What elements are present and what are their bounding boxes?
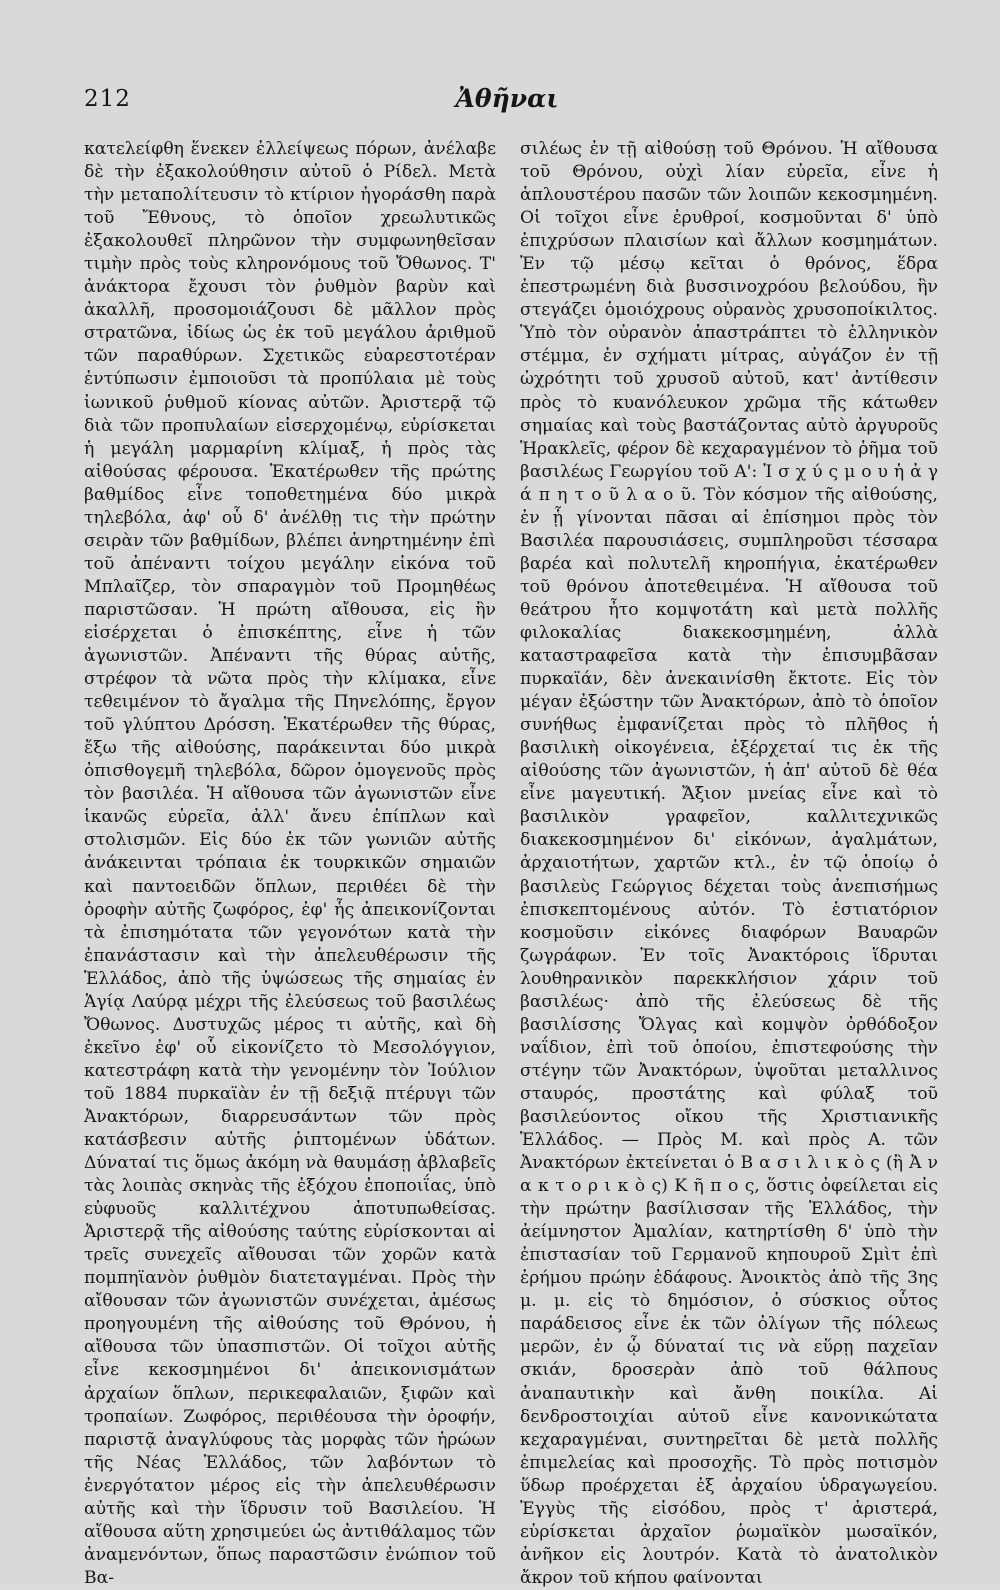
running-title: Ἀθῆναι <box>455 84 559 113</box>
left-column <box>84 138 496 1590</box>
page-header <box>84 86 930 122</box>
right-column-text: σιλέως ἐν τῇ αἰθούσῃ τοῦ Θρόνου. Ἡ αἴθουσα τοῦ Θρόνου, οὐχὶ λίαν εὐρεῖα, εἶνε ἡ ἁπλουστέρου πασῶν τῶν λοιπῶν κεκοσμημένη. Οἱ τοῖχοι εἶνε ἐρυθροί, κοσμοῦνται δ' ὑπὸ ἐπιχρύσων πλαισίων καὶ ἄλλων κοσμημάτων. Ἐν τῷ μέσῳ κεῖται ὁ θρόνος, ἕδρα ἐπεστρωμένη διὰ βυσσινοχρόου βελούδου, ἣν στεγάζει ὁμοιόχρους οὐρανὸς χρυσοποίκιλτος. Ὑπὸ τὸν οὐρανὸν ἀπαστράπτει τὸ ἑλληνικὸν στέμμα, ἐν σχήματι μίτρας, αὐγάζον ἐν τῇ ὠχρότητι τοῦ χρυσοῦ αὐτοῦ, κατ' ἀντίθεσιν πρὸς τὸ κυανόλευκον χρῶμα τῆς κάτωθεν σημαίας καὶ τοὺς βαστάζοντας αὐτὸ ἀργυροῦς Ἡρακλεῖς, φέρον δὲ κεχαραγμένον τὸ ῥῆμα τοῦ βασιλέως Γεωργίου τοῦ Α': Ἰ σ χ ύ ς μ ο υ ἡ ἀ γ ά π η τ ο ῦ λ α ο ῦ. Τὸν κόσμον τῆς αἰθούσης, ἐν ᾗ γίνονται πᾶσαι αἱ ἐπίσημοι πρὸς τὸν Βασιλέα παρουσιάσεις, συμπληροῦσι τέσσαρα βαρέα καὶ πολυτελῆ κηροπήγια, ἑκατέρωθεν τοῦ θρόνου ἀποτεθειμένα. Ἡ αἴθουσα τοῦ θεάτρου ἦτο κομψοτάτη καὶ μετὰ πολλῆς φιλοκαλίας διακεκοσμημένη, ἀλλὰ καταστραφεῖσα κατὰ τὴν ἐπισυμβᾶσαν πυρκαϊάν, δὲν ἀνεκαινίσθη ἔκτοτε. Εἰς τὸν μέγαν ἐξώστην τῶν Ἀνακτόρων, ἀπὸ τὸ ὁποῖον συνήθως ἐμφανίζεται πρὸς τὸ πλῆθος ἡ βασιλικὴ οἰκογένεια, ἐξέρχεταί τις ἐκ τῆς αἰθούσης τῶν ἀγωνιστῶν, ἡ ἀπ' αὐτοῦ δὲ θέα εἶνε μαγευτική. Ἄξιον μνείας εἶνε καὶ τὸ βασιλικὸν γραφεῖον, καλλιτεχνικῶς διακεκοσμημένον δι' εἰκόνων, ἀγαλμάτων, ἀρχαιοτήτων, χαρτῶν κτλ., ἐν τῷ ὁποίῳ ὁ βασιλεὺς Γεώργιος δέχεται τοὺς ἀνεπισήμως ἐπισκεπτομένους αὐτόν. Τὸ ἑστιατόριον κοσμοῦσιν εἰκόνες διαφόρων Βαυαρῶν ζωγράφων. Ἐν τοῖς Ἀνακτόροις ἵδρυται λουθηρανικὸν παρεκκλήσιον χάριν τοῦ βασιλέως· ἀπὸ τῆς ἐλεύσεως δὲ τῆς βασιλίσσης Ὄλγας καὶ κομψὸν ὀρθόδοξον ναΐδιον, ἐπὶ τοῦ ὁποίου, ἐπιστεφούσης τὴν στέγην τῶν Ἀνακτόρων, ὑψοῦται μεταλλινος σταυρός, προστάτης καὶ φύλαξ τοῦ βασιλεύοντος οἴκου τῆς Χριστιανικῆς Ἑλλάδος. — Πρὸς Μ. καὶ πρὸς Α. τῶν Ἀνακτόρων ἐκτείνεται ὁ Β α σ ι λ ι κ ὸ ς (ἢ Ἀ ν α κ τ ο ρ ι κ ὸ ς) Κ ῆ π ο ς, ὅστις ὀφείλεται εἰς τὴν πρώτην βασίλισσαν τῆς Ἑλλάδος, τὴν ἀείμνηστον Ἀμαλίαν, κατηρτίσθη δ' ὑπὸ τὴν ἐπιστασίαν τοῦ Γερμανοῦ κηπουροῦ Σμὶτ ἐπὶ ἐρήμου πρώην ἐδάφους. Ἀνοικτὸς ἀπὸ τῆς 3ης μ. μ. εἰς τὸ δημόσιον, ὁ σύσκιος οὗτος παράδεισος εἶνε ἐκ τῶν ὀλίγων τῆς πόλεως μερῶν, ἐν ᾧ δύναταί τις νὰ εὕρῃ παχεῖαν σκιάν, δροσερὰν ἀπὸ τοῦ θάλπους ἀναπαυτικὴν καὶ ἄνθη ποικίλα. Αἱ δενδροστοιχίαι αὐτοῦ εἶνε κανονικώτατα κεχαραγμέναι, συντηρεῖται δὲ μετὰ πολλῆς ἐπιμελείας καὶ προσοχῆς. Τὸ πρὸς ποτισμὸν ὕδωρ προέρχεται ἐξ ἀρχαίου ὑδραγωγείου. Ἐγγὺς τῆς εἰσόδου, πρὸς τ' ἀριστερά, εὑρίσκεται ἀρχαῖον ῥωμαϊκὸν μωσαϊκόν, ἀνῆκον εἰς λουτρόν. Κατὰ τὸ ἀνατολικὸν ἄκρον τοῦ κήπου φαίνονται <box>520 139 938 1588</box>
left-column-text: κατελείφθη ἕνεκεν ἐλλείψεως πόρων, ἀνέλαβε δὲ τὴν ἐξακολούθησιν αὐτοῦ ὁ Ρίδελ. Μετὰ τὴν μεταπολίτευσιν τὸ κτίριον ἠγοράσθη παρὰ τοῦ Ἔθνους, τὸ ὁποῖον χρεωλυτικῶς ἐξακολουθεῖ πληρῶνον τὴν συμφωνηθεῖσαν τιμὴν πρὸς τοὺς κληρονόμους τοῦ Ὄθωνος. Τ' ἀνάκτορα ἔχουσι τὸν ῥυθμὸν βαρὺν καὶ ἀκαλλῆ, προσομοιάζουσι δὲ μᾶλλον πρὸς στρατῶνα, ἰδίως ὡς ἐκ τοῦ μεγάλου ἀριθμοῦ τῶν παραθύρων. Σχετικῶς εὐαρεστοτέραν ἐντύπωσιν ἐμποιοῦσι τὰ προπύλαια μὲ τοὺς ἰωνικοῦ ῥυθμοῦ κίονας αὐτῶν. Ἀριστερᾷ τῷ διὰ τῶν προπυλαίων εἰσερχομένῳ, εὑρίσκεται ἡ μεγάλη μαρμαρίνη κλίμαξ, ἡ πρὸς τὰς αἰθούσας φέρουσα. Ἑκατέρωθεν τῆς πρώτης βαθμίδος εἶνε τοποθετημένα δύο μικρὰ τηλεβόλα, ἀφ' οὗ δ' ἀνέλθῃ τις τὴν πρώτην σειρὰν τῶν βαθμίδων, βλέπει ἀνηρτημένην ἐπὶ τοῦ ἀπέναντι τοίχου μεγάλην εἰκόνα τοῦ Μπλαῖζερ, τὸν σπαραγμὸν τοῦ Προμηθέως παριστῶσαν. Ἡ πρώτη αἴθουσα, εἰς ἣν εἰσέρχεται ὁ ἐπισκέπτης, εἶνε ἡ τῶν ἀγωνιστῶν. Ἀπέναντι τῆς θύρας αὐτῆς, στρέφον τὰ νῶτα πρὸς τὴν κλίμακα, εἶνε τεθειμένον τὸ ἄγαλμα τῆς Πηνελόπης, ἔργον τοῦ γλύπτου Δρόσση. Ἑκατέρωθεν τῆς θύρας, ἔξω τῆς αἰθούσης, παράκεινται δύο μικρὰ ὀπισθογεμῆ τηλεβόλα, δῶρον ὁμογενοῦς πρὸς τὸν βασιλέα. Ἡ αἴθουσα τῶν ἀγωνιστῶν εἶνε ἱκανῶς εὐρεῖα, ἀλλ' ἄνευ ἐπίπλων καὶ στολισμῶν. Εἰς δύο ἐκ τῶν γωνιῶν αὐτῆς ἀνάκεινται τρόπαια ἐκ τουρκικῶν σημαιῶν καὶ παντοειδῶν ὅπλων, περιθέει δὲ τὴν ὀροφὴν αὐτῆς ζωφόρος, ἐφ' ἧς ἀπεικονίζονται τὰ ἐπισημότατα τῶν γεγονότων κατὰ τὴν ἐπανάστασιν καὶ τὴν ἀπελευθέρωσιν τῆς Ἑλλάδος, ἀπὸ τῆς ὑψώσεως τῆς σημαίας ἐν Ἁγίᾳ Λαύρᾳ μέχρι τῆς ἐλεύσεως τοῦ βασιλέως Ὄθωνος. Δυστυχῶς μέρος τι αὐτῆς, καὶ δὴ ἐκεῖνο ἐφ' οὗ εἰκονίζετο τὸ Μεσολόγγιον, κατεστράφη κατὰ τὴν γενομένην τὸν Ἰούλιον τοῦ 1884 πυρκαϊὰν ἐν τῇ δεξιᾷ πτέρυγι τῶν Ἀνακτόρων, διαρρευσάντων τῶν πρὸς κατάσβεσιν αὐτῆς ῥιπτομένων ὑδάτων. Δύναταί τις ὅμως ἀκόμη νὰ θαυμάσῃ ἀβλαβεῖς τὰς λοιπὰς σκηνὰς τῆς ἐξόχου ἐποποιΐας, ὑπὸ εὐφυοῦς καλλιτέχνου ἀποτυπωθείσας. Ἀριστερᾷ τῆς αἰθούσης ταύτης εὑρίσκονται αἱ τρεῖς συνεχεῖς αἴθουσαι τῶν χορῶν κατὰ πομπηϊανὸν ῥυθμὸν διατεταγμέναι. Πρὸς τὴν αἴθουσαν τῶν ἀγωνιστῶν συνέχεται, ἀμέσως προηγουμένη τῆς αἰθούσης τοῦ Θρόνου, ἡ αἴθουσα τῶν ὑπασπιστῶν. Οἱ τοῖχοι αὐτῆς εἶνε κεκοσμημένοι δι' ἀπεικονισμάτων ἀρχαίων ὅπλων, περικεφαλαιῶν, ξιφῶν καὶ τροπαίων. Ζωφόρος, περιθέουσα τὴν ὀροφήν, παριστᾷ ἀναγλύφους τὰς μορφὰς τῶν ἡρώων τῆς Νέας Ἑλλάδος, τῶν λαβόντων τὸ ἐνεργότατον μέρος εἰς τὴν ἀπελευθέρωσιν αὐτῆς καὶ τὴν ἵδρυσιν τοῦ Βασιλείου. Ἡ αἴθουσα αὕτη χρησιμεύει ὡς ἀντιθάλαμος τῶν ἀναμενόντων, ὅπως παραστῶσιν ἐνώπιον τοῦ Βα- <box>84 139 496 1588</box>
right-column <box>520 138 938 1590</box>
page-number: 212 <box>84 86 131 112</box>
